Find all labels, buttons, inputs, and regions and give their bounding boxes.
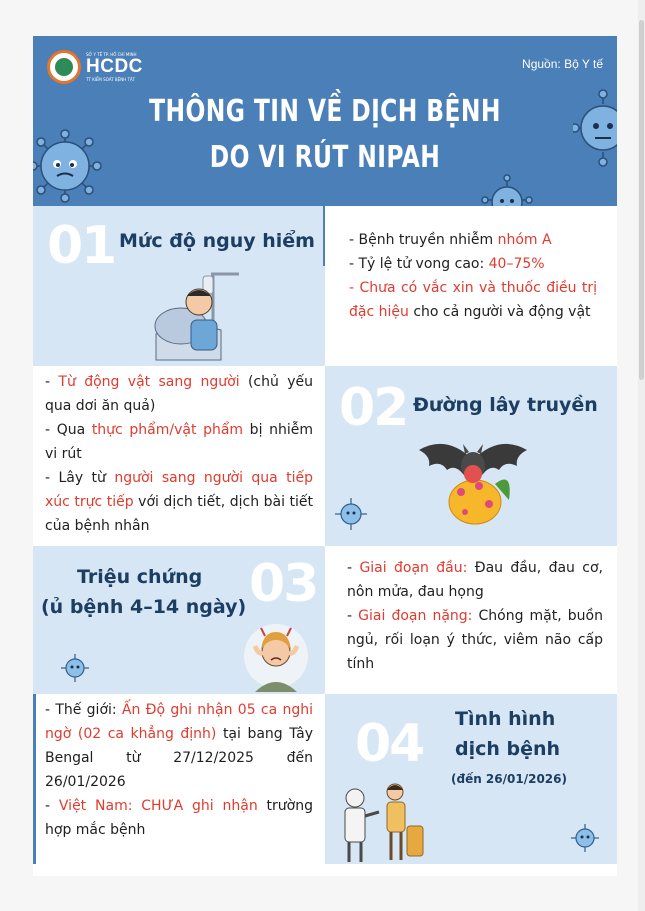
- section-danger: [33, 206, 617, 366]
- transmission-text-panel: [33, 366, 325, 546]
- danger-text: [349, 228, 597, 324]
- transmission-text: [45, 370, 313, 538]
- page-title-line2: DO VI RÚT NIPAH: [209, 140, 441, 175]
- section-transmission: [33, 366, 617, 546]
- section-situation: [33, 694, 617, 864]
- headache-person-illustration: [241, 616, 311, 692]
- scrollbar-thumb[interactable]: [639, 20, 644, 380]
- transmission-item-1: - Từ động vật sang người (chủ yếu qua dơi ăn quả): [45, 374, 313, 414]
- virus-icon: [33, 126, 105, 206]
- section-subheading: (ủ bệnh 4–14 ngày): [41, 596, 247, 618]
- situation-item-1: - Thế giới: Ấn Độ ghi nhận 05 ca nghi ngờ (02 ca khẳng định) tại bang Tây Bengal từ 27/12/2025 đến 26/01/2026: [45, 702, 314, 790]
- hcdc-logo: [47, 50, 143, 84]
- virus-icon: [333, 496, 369, 532]
- section-heading: Đường lây truyền: [413, 394, 598, 416]
- symptoms-text-panel: [325, 546, 617, 694]
- poster-header: [33, 36, 617, 206]
- health-screening-illustration: [331, 776, 431, 864]
- danger-item-1: - Bệnh truyền nhiễm nhóm A: [349, 232, 552, 248]
- transmission-item-3: - Lây từ người sang người qua tiếp xúc trực tiếp với dịch tiết, dịch bài tiết của bệnh nhân: [45, 470, 314, 534]
- symptoms-item-1: - Giai đoạn đầu: Đau đầu, đau cơ, nôn mửa, đau họng: [347, 560, 603, 600]
- symptoms-item-2: - Giai đoạn nặng: Chóng mặt, buồn ngủ, rối loạn ý thức, viêm não cấp tính: [347, 608, 603, 672]
- logo-icon: [47, 50, 81, 84]
- bat-fruit-illustration: [417, 430, 529, 530]
- logo-line1: SỞ Y TẾ TP. HỒ CHÍ MINH: [86, 52, 137, 57]
- virus-icon: [569, 822, 601, 854]
- section-number: 04: [355, 714, 424, 774]
- section-heading-line2: dịch bệnh: [455, 738, 561, 760]
- situation-item-2: - Việt Nam: CHƯA ghi nhận trường hợp mắc bệnh: [45, 798, 313, 838]
- danger-item-2: - Tỷ lệ tử vong cao: 40–75%: [349, 256, 545, 272]
- situation-text-panel: [33, 694, 325, 864]
- section-heading: Triệu chứng: [77, 566, 203, 588]
- situation-text: [45, 698, 313, 842]
- scrollbar[interactable]: [638, 0, 645, 911]
- section-symptoms: [33, 546, 617, 694]
- logo-name: HCDC: [86, 56, 143, 77]
- source-label: Nguồn: Bộ Y tế: [522, 57, 603, 71]
- danger-panel: [33, 206, 325, 366]
- infographic-poster: [33, 36, 617, 876]
- danger-item-3: - Chưa có vắc xin và thuốc điều trị đặc hiệu cho cả người và động vật: [349, 280, 597, 320]
- virus-icon: [573, 88, 617, 168]
- section-number: 01: [47, 216, 116, 276]
- page-title-line1: THÔNG TIN VỀ DỊCH BỆNH: [149, 94, 501, 129]
- transmission-item-2: - Qua thực phẩm/vật phẩm bị nhiễm vi rút: [45, 422, 313, 462]
- section-date: (đến 26/01/2026): [451, 772, 567, 786]
- patient-bed-illustration: [151, 264, 256, 364]
- virus-icon: [59, 652, 91, 684]
- situation-panel: [325, 694, 617, 864]
- section-number: 02: [339, 378, 408, 438]
- symptoms-text: [347, 556, 603, 676]
- danger-text-panel: [325, 206, 617, 366]
- symptoms-panel: [33, 546, 325, 694]
- section-heading: Mức độ nguy hiểm: [119, 230, 315, 252]
- divider: [33, 694, 36, 864]
- section-number: 03: [249, 554, 318, 614]
- section-heading: Tình hình: [455, 708, 556, 730]
- logo-line2: TT KIỂM SOÁT BỆNH TẬT: [86, 77, 136, 82]
